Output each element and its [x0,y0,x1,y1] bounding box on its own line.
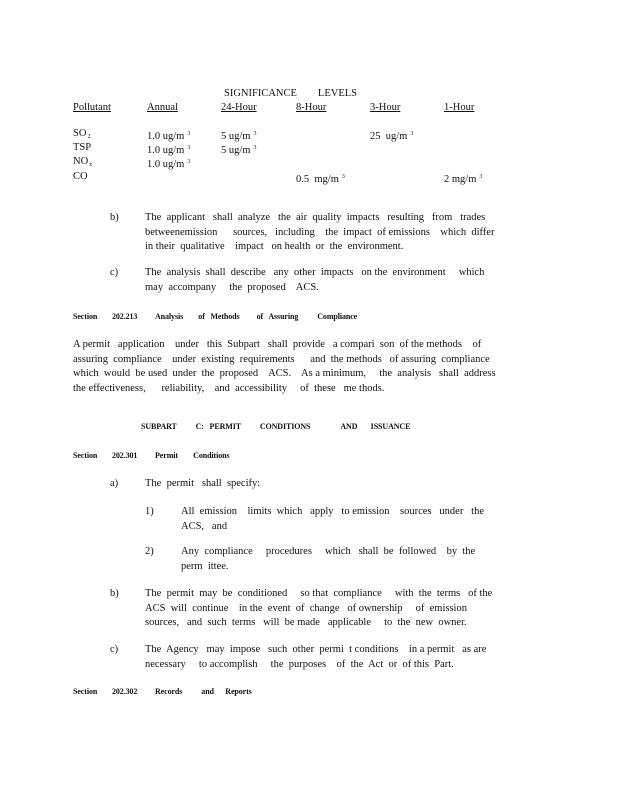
h3-cell: 25 ug/m $^3$ [370,131,414,142]
table-title: SIGNIFICANCE LEVELS [224,88,357,99]
pollutant-cell: $NO_x$ [73,156,93,168]
section-title: Records and Reports [155,687,252,696]
h24-cell: 5 ug/m $^3$ [221,145,257,156]
item-label: a) [110,478,119,489]
annual-cell: 1.0 ug/m $^3$ [147,145,191,156]
section-number: Section [73,687,98,696]
subitem-2-text: Any compliance procedures which shall be followed by the perm ittee. [181,546,476,572]
item-label: b) [110,588,119,599]
item-label: b) [110,212,119,223]
header-3-hour: 3-Hour [370,102,401,113]
item-b2-text: The permit may be conditioned so that compliance with the terms of the ACS will continue in the event of change of ownership of emission sources, and such terms will be made applicable to the new owner. [145,588,493,628]
section-title: Permit Conditions [155,451,230,460]
section-title: Analysis of Methods of Assuring Compliance [155,312,358,321]
header-24-hour: 24-Hour [221,102,257,113]
item-a-text: The permit shall specify: [145,478,261,489]
section-213-paragraph: A permit application under this Subpart shall provide a compari son of the methods of assuring compliance under existing requirements and the methods of assuring compliance which would be used under the proposed ACS. As a minimum, the analysis shall address the effectiveness, reliability, and accessibility of these me thods. [73,339,496,394]
subitem-label: 2) [145,546,154,557]
annual-cell: 1.0 ug/m $^3$ [147,159,191,170]
h24-cell: 5 ug/m $^3$ [221,131,257,142]
subpart-heading: SUBPART C: PERMIT CONDITIONS AND ISSUANCE [141,422,411,431]
item-c-text: The analysis shall describe any other impacts on the environment which may accompany the proposed ACS. [145,267,485,293]
section-code: 202.302 [112,687,138,696]
pollutant-cell: $SO_2$ [73,128,91,140]
item-b-text: The applicant shall analyze the air quality impacts resulting from trades betweenemission sources, including the impact of emissions which differ in their qualitative impact on health or the environment. [145,212,495,252]
item-c2-text: The Agency may impose such other permi t conditions in a permit as are necessary to accomplish the purposes of the Act or of this Part. [145,644,487,670]
h8-cell: 0.5 mg/m $^3$ [296,174,345,185]
subitem-1-text: All emission limits which apply to emission sources under the ACS, and [181,506,485,532]
annual-cell: 1.0 ug/m $^3$ [147,131,191,142]
subitem-label: 1) [145,506,154,517]
header-8-hour: 8-Hour [296,102,327,113]
header-pollutant: Pollutant [73,102,111,113]
section-number: Section [73,451,98,460]
item-label: c) [110,644,119,655]
section-code: 202.301 [112,451,138,460]
pollutant-cell: TSP [73,142,92,153]
item-label: c) [110,267,119,278]
header-1-hour: 1-Hour [444,102,475,113]
pollutant-cell: CO [73,171,88,182]
h1-cell: 2 mg/m $^3$ [444,174,483,185]
header-annual: Annual [147,102,178,113]
section-number: Section [73,312,98,321]
section-code: 202.213 [112,312,138,321]
